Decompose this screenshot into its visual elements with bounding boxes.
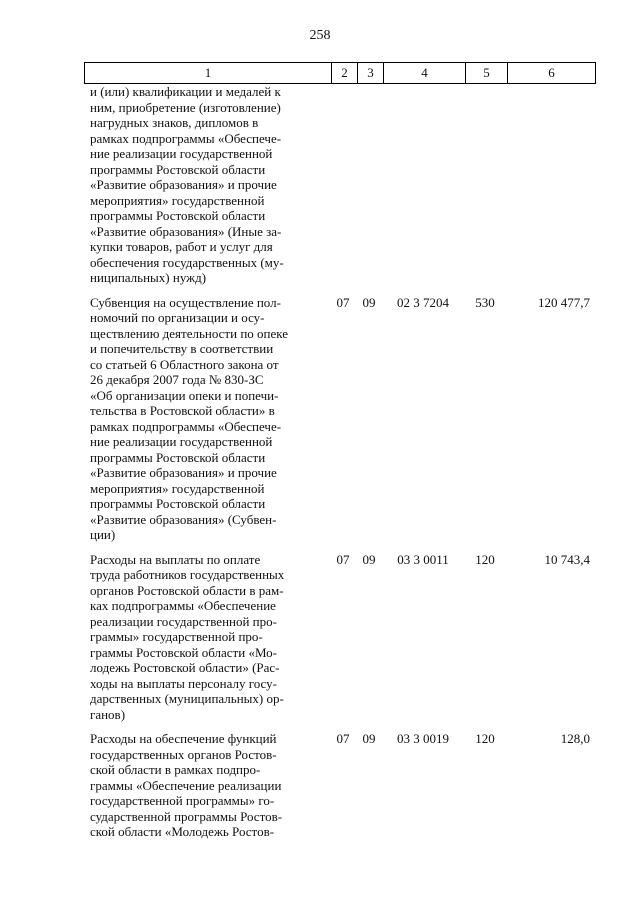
row-description: Расходы на выплаты по оплате труда работников государственных органов Ростовской области в рам- ках подпрограммы «Обеспечение реализации государственной про- граммы» государственной про- граммы Ростовской области «Мо- лодежь Ростовской области» (Рас- ходы на выплаты персоналу госу- дарственных (муниципальных) ор- ганов): [90, 551, 285, 722]
row-description: Расходы на обеспечение функций государственных органов Ростов- ской области в рамках подпро- граммы «Обеспечение реализации государственной программы» го- сударственной программы Ростов- ской области «Молодежь Ростов-: [90, 731, 283, 839]
header-col-6: 6: [507, 63, 595, 83]
row-subsection: 09: [362, 294, 376, 310]
row-expense-type: 120: [475, 551, 495, 567]
header-col-5: 5: [465, 63, 507, 83]
table-row: [84, 731, 596, 840]
row-description: Субвенция на осуществление пол- номочий по организации и осу- ществлению деятельности по опеке и попечительству в соответствии со статьей 6 Областного закона от 26 декабря 2007 года № 830-ЗС «Об организации опеки и попечи- тельства в Ростовской области» в рамках подпрограммы «Обеспече- ние реализации государственной программы Ростовской области «Развитие образования» и прочие мероприятия» государственной программы Ростовской области «Развитие образования» (Субвен- ции): [90, 294, 289, 542]
row-subsection: 09: [362, 731, 376, 746]
row-target-article: 02 3 7204: [397, 294, 449, 310]
row-section: 07: [336, 294, 350, 310]
header-col-2: 2: [331, 63, 357, 83]
row-section: 07: [336, 731, 350, 746]
row-amount: 128,0: [560, 731, 590, 746]
row-target-article: 03 3 0011: [397, 551, 449, 567]
row-expense-type: 530: [475, 294, 495, 310]
row-target-article: 03 3 0019: [397, 731, 449, 746]
row-section: 07: [336, 551, 350, 567]
page-number: 258: [309, 28, 331, 43]
row-amount: [506, 84, 594, 286]
header-col-1: 1: [204, 65, 212, 80]
table-body: [84, 84, 596, 840]
row-section: [330, 84, 356, 286]
header-col-4: 4: [383, 63, 465, 83]
row-subsection: 09: [362, 551, 376, 567]
row-amount: 10 743,4: [544, 551, 590, 567]
row-expense-type: 120: [475, 731, 495, 746]
header-col-3: 3: [357, 63, 383, 83]
row-description: и (или) квалификации и медалей к ним, приобретение (изготовление) нагрудных знаков, дипломов в рамках подпрограммы «Обеспече- ние реализации государственной программы Ростовской области «Развитие образования» и прочие мероприятия» государственной программы Ростовской области «Развитие образования» (Иные за- купки товаров, работ и услуг для обеспечения государственных (му- ниципальных) нужд): [90, 84, 284, 285]
table-row: [84, 295, 596, 543]
table-row: [84, 552, 596, 723]
row-subsection: [356, 84, 382, 286]
table-row: [84, 84, 596, 286]
row-expense-type: [464, 84, 506, 286]
table-header: [84, 62, 596, 84]
row-amount: 120 477,7: [538, 294, 590, 310]
row-target-article: [382, 84, 464, 286]
